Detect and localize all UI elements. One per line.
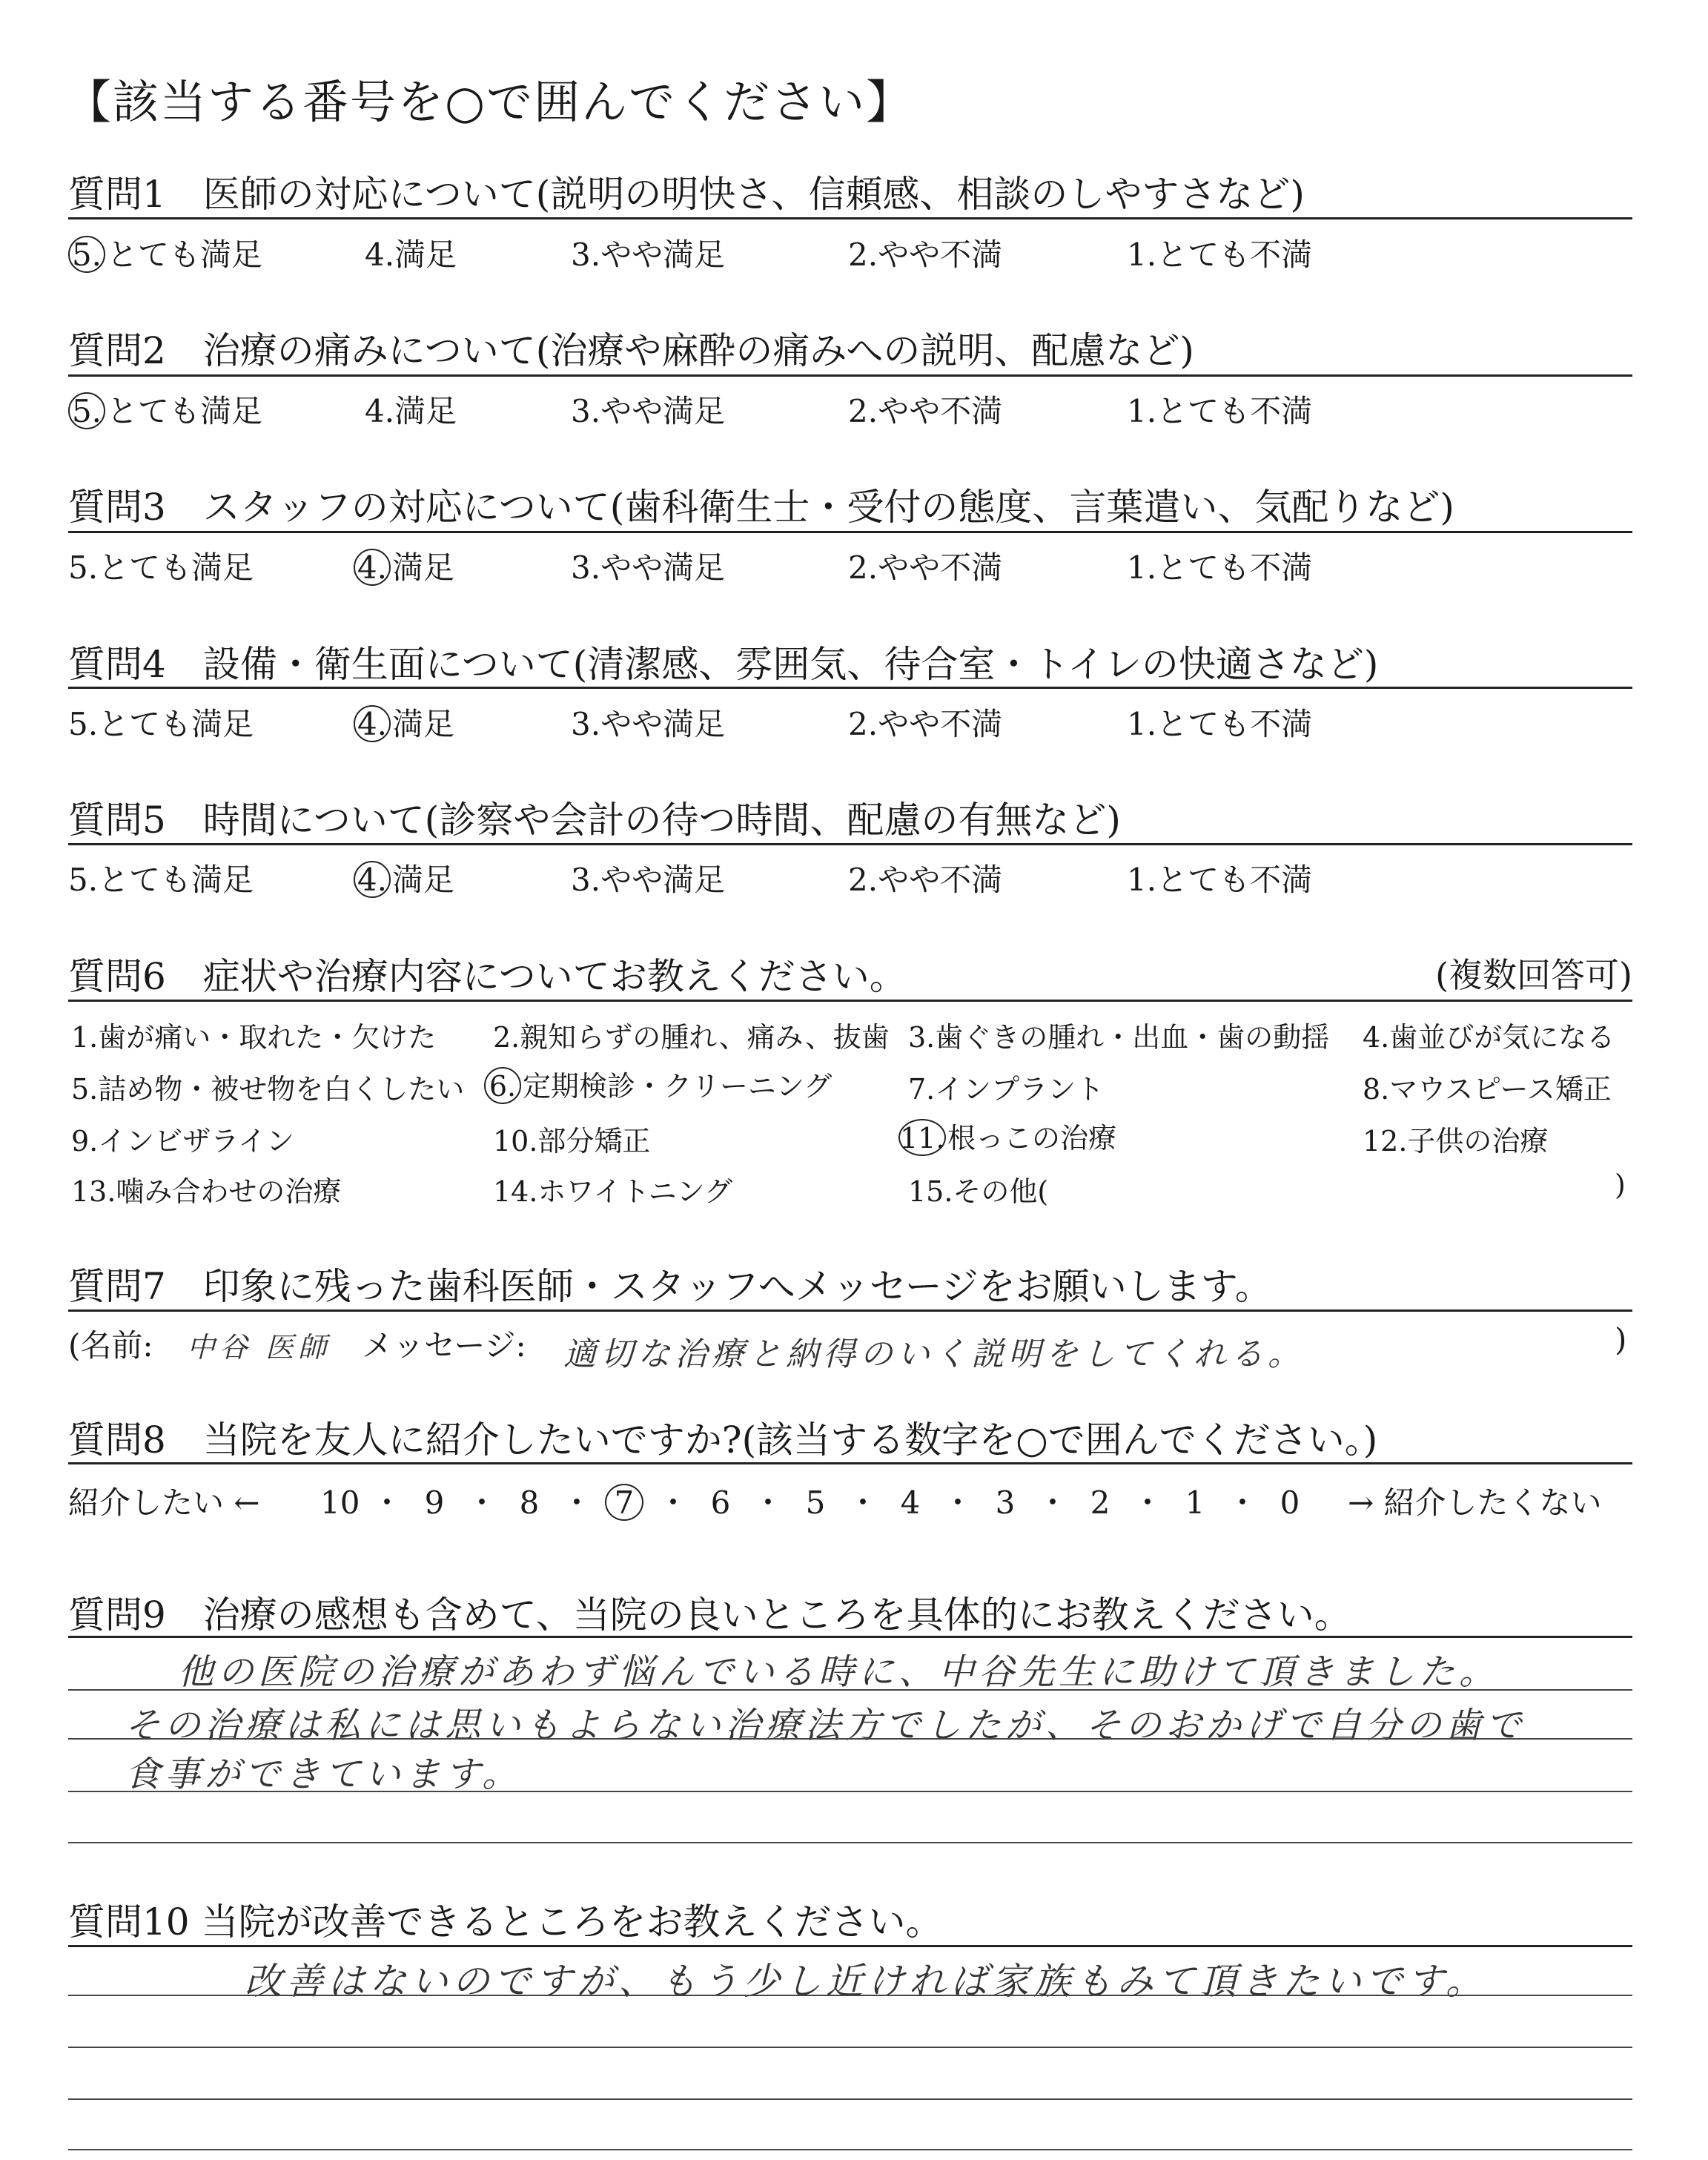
q7-close-paren: ) [1615, 1321, 1627, 1358]
option-2[interactable]: 2.やや不満 [848, 862, 1003, 898]
question-4-options [68, 700, 1632, 742]
scale-2[interactable]: 2 [1090, 1484, 1110, 1521]
q6-item-10[interactable]: 10.部分矯正 [493, 1125, 651, 1157]
q10-rule-2 [68, 1995, 1632, 1996]
option-5[interactable]: 5.とても満足 [68, 549, 254, 586]
scale-6[interactable]: 6 [710, 1484, 731, 1521]
selected-circle: 6. [484, 1067, 521, 1104]
q8-left-label: 紹介したい ← [68, 1484, 260, 1521]
option-label: とても満足 [107, 237, 263, 273]
option-2[interactable]: 2.やや不満 [848, 393, 1003, 429]
selected-circle: 4. [354, 861, 391, 898]
scale-4[interactable]: 4 [900, 1484, 921, 1521]
option-4-selected[interactable] [354, 544, 454, 588]
option-1[interactable]: 1.とても不満 [1127, 549, 1313, 586]
question-5-rule [68, 843, 1632, 845]
q6-item-7[interactable]: 7.インプラント [908, 1073, 1105, 1106]
selected-circle: 4. [354, 705, 391, 742]
option-5-selected[interactable] [68, 231, 262, 275]
option-3[interactable]: 3.やや満足 [571, 549, 726, 586]
option-2[interactable]: 2.やや不満 [848, 549, 1003, 586]
scale-0[interactable]: 0 [1280, 1484, 1300, 1521]
selected-circle: 5. [68, 392, 105, 429]
q6-item-8[interactable]: 8.マウスピース矯正 [1363, 1073, 1612, 1106]
q6-item-13[interactable]: 13.噛み合わせの治療 [71, 1175, 342, 1208]
question-3-options [68, 544, 1632, 585]
option-1[interactable]: 1.とても不満 [1127, 237, 1313, 273]
question-5-title: 質問5 時間について(診察や会計の待つ時間、配慮の有無など) [68, 799, 1121, 842]
option-1[interactable]: 1.とても不満 [1127, 706, 1313, 742]
question-8-title: 質問8 当院を友人に紹介したいですか?(該当する数字を○で囲んでください。) [68, 1418, 1378, 1462]
scale-dot: ・ [560, 1484, 592, 1521]
scale-5[interactable]: 5 [805, 1484, 826, 1521]
q9-rule-5 [68, 1842, 1632, 1843]
q6-item-3[interactable]: 3.歯ぐきの腫れ・出血・歯の動揺 [908, 1021, 1330, 1054]
q9-answer-line-3[interactable]: 食事ができています。 [125, 1754, 523, 1795]
question-4-title: 質問4 設備・衛生面について(清潔感、雰囲気、待合室・トイレの快適さなど) [68, 643, 1379, 686]
q10-rule-5 [68, 2149, 1632, 2150]
scale-dot: ・ [1131, 1484, 1163, 1521]
question-6-title: 質問6 症状や治療内容についてお教えください。 [68, 955, 907, 998]
q9-rule-4 [68, 1791, 1632, 1792]
q6-item-1[interactable]: 1.歯が痛い・取れた・欠けた [71, 1021, 437, 1054]
option-4[interactable]: 4.満足 [365, 393, 457, 429]
selected-circle: 4. [354, 549, 391, 586]
q7-name-value[interactable]: 中谷 医師 [187, 1331, 331, 1364]
scale-dot: ・ [1036, 1484, 1068, 1521]
option-5[interactable]: 5.とても満足 [68, 706, 254, 742]
question-2-title: 質問2 治療の痛みについて(治療や麻酔の痛みへの説明、配慮など) [68, 329, 1194, 372]
q10-answer-line-1[interactable]: 改善はないのですが、もう少し近ければ家族もみて頂きたいです。 [245, 1960, 1487, 2003]
scale-7-selected[interactable]: 7 [605, 1484, 643, 1521]
q6-item-4[interactable]: 4.歯並びが気になる [1363, 1021, 1615, 1054]
question-9-title: 質問9 治療の感想も含めて、当院の良いところを具体的にお教えください。 [68, 1593, 1351, 1636]
q7-message-label: メッセージ: [362, 1327, 526, 1364]
q7-name-label: (名前: [68, 1327, 153, 1364]
scale-dot: ・ [941, 1484, 973, 1521]
question-10-title: 質問10 当院が改善できるところをお教えください。 [68, 1900, 943, 1943]
option-label: 満足 [392, 549, 455, 586]
q6-item-12[interactable]: 12.子供の治療 [1363, 1125, 1549, 1157]
option-3[interactable]: 3.やや満足 [571, 706, 726, 742]
option-1[interactable]: 1.とても不満 [1127, 862, 1313, 898]
question-9-rule [68, 1636, 1632, 1638]
option-5[interactable]: 5.とても満足 [68, 862, 254, 898]
q6-item-9[interactable]: 9.インビザライン [71, 1125, 295, 1157]
q6-item-11-selected[interactable] [898, 1115, 1116, 1156]
question-4-rule [68, 687, 1632, 689]
q6-item-2[interactable]: 2.親知らずの腫れ、痛み、抜歯 [493, 1021, 890, 1054]
q9-answer-line-2[interactable]: その治療は私には思いもよらない治療法方でしたが、そのおかげで自分の歯で [125, 1705, 1526, 1746]
q6-item-15-close: ) [1615, 1169, 1626, 1201]
q9-rule-2 [68, 1689, 1632, 1691]
option-2[interactable]: 2.やや不満 [848, 237, 1003, 273]
scale-dot: ・ [466, 1484, 497, 1521]
option-label: とても満足 [107, 393, 263, 429]
question-7-title: 質問7 印象に残った歯科医師・スタッフへメッセージをお願いします。 [68, 1265, 1272, 1308]
question-1-options [68, 231, 1632, 272]
scale-dot: ・ [847, 1484, 878, 1521]
scale-1[interactable]: 1 [1185, 1484, 1205, 1521]
question-6-note: (複数回答可) [1435, 955, 1632, 995]
question-2-options [68, 387, 1632, 429]
scale-dot: ・ [657, 1484, 689, 1521]
option-5-selected[interactable] [68, 387, 262, 432]
q8-right-label: → 紹介したくない [1348, 1484, 1602, 1521]
question-5-options [68, 856, 1632, 897]
question-10-rule [68, 1945, 1632, 1947]
item-label: 定期検診・クリーニング [523, 1070, 833, 1103]
scale-dot: ・ [1226, 1484, 1258, 1521]
page-title: 【該当する番号を○で囲んでください】 [65, 75, 914, 129]
question-1-title: 質問1 医師の対応について(説明の明快さ、信頼感、相談のしやすさなど) [68, 173, 1305, 216]
option-2[interactable]: 2.やや不満 [848, 706, 1003, 742]
question-8-rule [68, 1462, 1632, 1464]
scale-dot: ・ [371, 1484, 403, 1521]
q6-item-6-selected[interactable] [484, 1063, 832, 1104]
q6-item-5[interactable]: 5.詰め物・被せ物を白くしたい [71, 1073, 465, 1106]
q10-rule-3 [68, 2047, 1632, 2048]
option-4-selected[interactable] [354, 700, 454, 744]
option-3[interactable]: 3.やや満足 [571, 393, 726, 429]
scale-8[interactable]: 8 [519, 1484, 540, 1521]
q10-rule-4 [68, 2098, 1632, 2100]
q6-item-14[interactable]: 14.ホワイトニング [493, 1175, 733, 1208]
q9-rule-3 [68, 1738, 1632, 1740]
q9-answer-line-1[interactable]: 他の医院の治療があわず悩んでいる時に、中谷先生に助けて頂きました。 [178, 1651, 1500, 1693]
selected-circle: 5. [68, 236, 105, 273]
option-label: 満足 [392, 706, 455, 742]
scale-3[interactable]: 3 [995, 1484, 1016, 1521]
scale-dot: ・ [752, 1484, 784, 1521]
option-1[interactable]: 1.とても不満 [1127, 393, 1313, 429]
scale-10[interactable]: 10 [320, 1484, 360, 1521]
q7-message-value[interactable]: 適切な治療と納得のいく説明をしてくれる。 [563, 1335, 1305, 1373]
question-1-rule [68, 217, 1632, 219]
item-label: 根っこの治療 [947, 1122, 1117, 1155]
question-6-rule [68, 1000, 1632, 1002]
q6-item-15[interactable]: 15.その他( [908, 1175, 1049, 1208]
question-2-rule [68, 374, 1632, 377]
option-4-selected[interactable] [354, 856, 454, 900]
option-4[interactable]: 4.満足 [365, 237, 457, 273]
scale-9[interactable]: 9 [424, 1484, 445, 1521]
selected-circle: 11. [898, 1119, 946, 1156]
question-3-title: 質問3 スタッフの対応について(歯科衛生士・受付の態度、言葉遣い、気配りなど) [68, 486, 1454, 529]
option-3[interactable]: 3.やや満足 [571, 237, 726, 273]
question-3-rule [68, 531, 1632, 533]
q8-scale [320, 1479, 1309, 1523]
question-7-rule [68, 1309, 1632, 1312]
option-label: 満足 [392, 862, 455, 898]
option-3[interactable]: 3.やや満足 [571, 862, 726, 898]
